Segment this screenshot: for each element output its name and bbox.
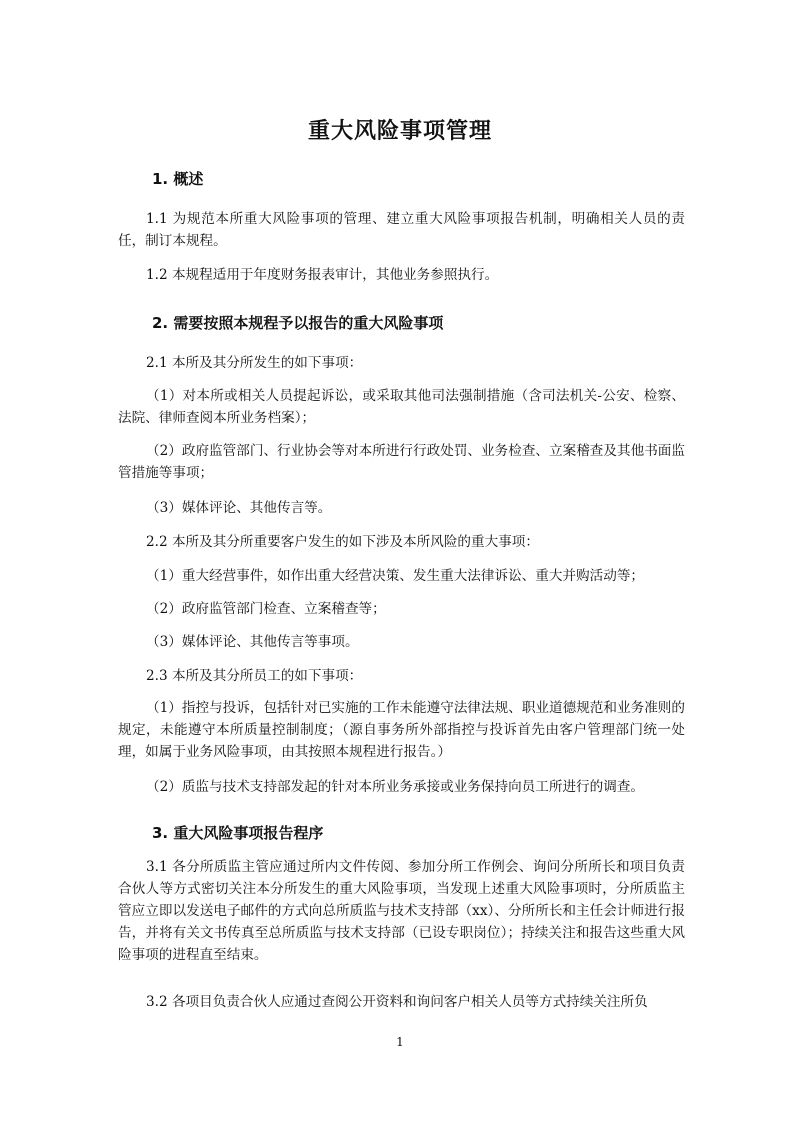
paragraph-2-2-item-1: （1）重大经营事件，如作出重大经营决策、发生重大法律诉讼、重大并购活动等； — [146, 568, 645, 584]
paragraph-2-1-item-2: （2）政府监管部门、行业协会等对本所进行行政处罚、业务检查、立案稽查及其他书面监管措施等事项； — [118, 443, 685, 481]
section-heading-reportable-items: 2. 需要按照本规程予以报告的重大风险事项 — [152, 314, 444, 332]
paragraph-1-1: 1.1 为规范本所重大风险事项的管理、建立重大风险事项报告机制，明确相关人员的责任，制订本规程。 — [118, 211, 685, 249]
paragraph-3-1: 3.1 各分所质监主管应通过所内文件传阅、参加分所工作例会、询问分所所长和项目负责合伙人等方式密切关注本分所发生的重大风险事项，当发现上述重大风险事项时，分所质监主管应立即以发送电子邮件的方式向总所质监与技术支持部（xx）、分所所长和主任会计师进行报告，并将有关文书传真至总所质监与技术支持部（已设专职岗位）；持续关注和报告这些重大风险事项的进程直至结束。 — [118, 859, 685, 963]
paragraph-2-2-item-2: （2）政府监管部门检查、立案稽查等； — [146, 601, 386, 617]
paragraph-1-2: 1.2 本规程适用于年度财务报表审计，其他业务参照执行。 — [146, 267, 499, 283]
section-heading-overview: 1. 概述 — [152, 170, 204, 188]
paragraph-2-3-item-2: （2）质监与技术支持部发起的针对本所业务承接或业务保持向员工所进行的调查。 — [146, 779, 645, 795]
page-number: 1 — [396, 1035, 404, 1049]
paragraph-3-2: 3.2 各项目负责合伙人应通过查阅公开资料和询问客户相关人员等方式持续关注所负 — [146, 994, 648, 1010]
paragraph-2-3: 2.3 本所及其分所员工的如下事项： — [146, 668, 363, 684]
section-heading-reporting-procedure: 3. 重大风险事项报告程序 — [152, 824, 324, 842]
paragraph-2-2-item-3: （3）媒体评论、其他传言等事项。 — [146, 634, 359, 650]
paragraph-2-3-item-1: （1）指控与投诉，包括针对已实施的工作未能遵守法律法规、职业道德规范和业务准则的规定，未能遵守本所质量控制制度；（源自事务所外部指控与投诉首先由客户管理部门统一处理，如属于业务风险事项，由其按照本规程进行报告。） — [118, 700, 685, 760]
document-title: 重大风险事项管理 — [307, 119, 492, 144]
paragraph-2-1-item-1: （1）对本所或相关人员提起诉讼，或采取其他司法强制措施（含司法机关-公安、检察、法院、律师查阅本所业务档案）； — [118, 388, 685, 426]
paragraph-2-1: 2.1 本所及其分所发生的如下事项： — [146, 355, 363, 371]
paragraph-2-2: 2.2 本所及其分所重要客户发生的如下涉及本所风险的重大事项： — [146, 534, 539, 550]
paragraph-2-1-item-3: （3）媒体评论、其他传言等。 — [146, 500, 332, 516]
